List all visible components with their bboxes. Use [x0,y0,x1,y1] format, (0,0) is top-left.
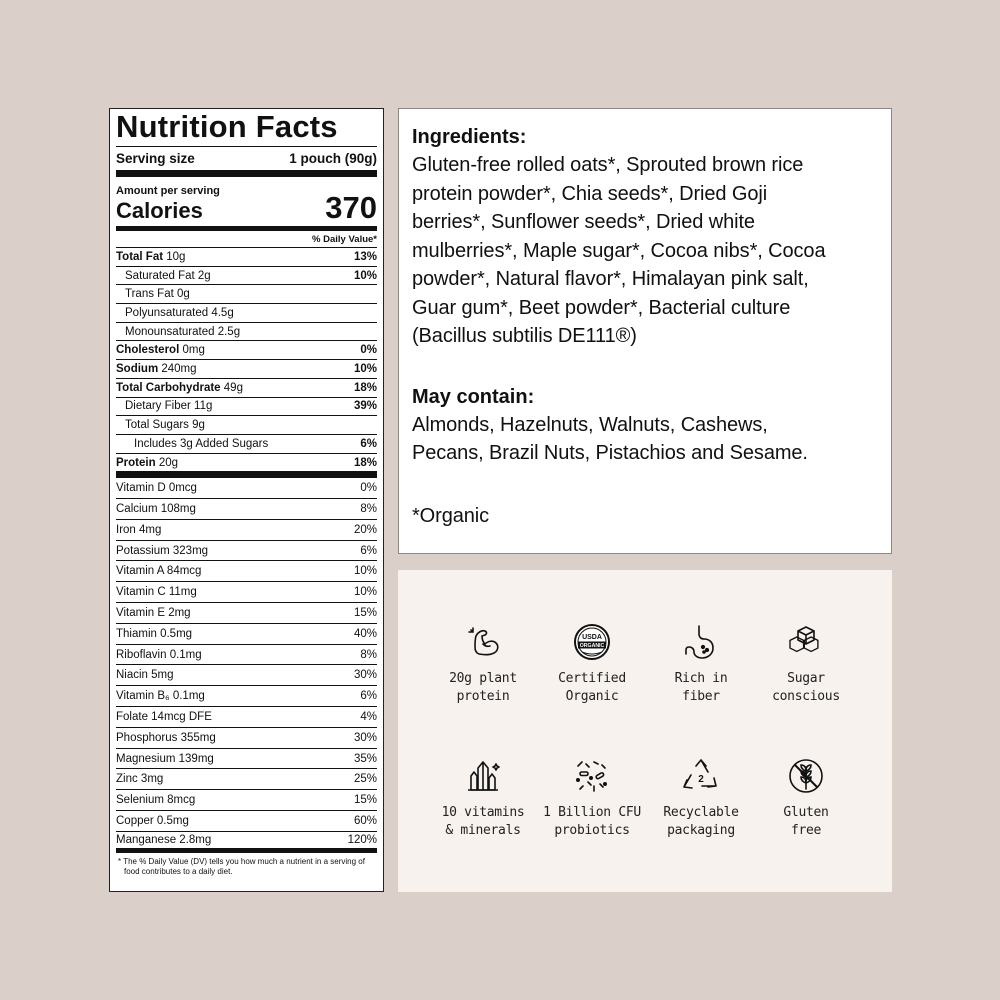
vitamin-label: Manganese 2.8mg [116,833,212,846]
muscle-icon [463,622,503,662]
organic-badge-text: ORGANIC [579,643,605,650]
gluten-free-icon [786,756,826,796]
nutrient-daily-value: 18% [353,456,377,469]
nutrient-amount: 49g [223,381,243,394]
crystals-icon [463,756,503,796]
vitamin-daily-value: 35% [353,752,377,765]
vitamin-label: Copper 0.5mg [116,814,189,827]
nutrient-label [116,288,190,300]
organic-note: *Organic [412,504,490,527]
nutrient-name: Total Carbohydrate [116,381,221,394]
nutrient-label [116,251,185,263]
ingredients-line: Guar gum*, Beet powder*, Bacterial culture [412,296,791,319]
feature-vitamins-minerals [423,756,543,840]
probiotics-icon [572,756,612,796]
nutrient-amount: 20g [158,456,179,469]
feature-label-line1: Sugar [787,671,825,686]
nutrient-label [116,382,243,394]
vitamin-row [116,665,377,686]
feature-rich-in-fiber [641,622,761,706]
nutrient-daily-value: 0% [360,344,377,357]
nutrient-daily-value: 39% [353,400,377,413]
ingredients-line: protein powder*, Chia seeds*, Dried Goji [412,182,768,205]
nutrient-label [116,326,240,338]
nutrient-row [116,435,377,454]
nutrient-row [116,454,377,473]
feature-label-line2: probiotics [554,823,630,838]
vitamin-row [116,624,377,645]
nutrient-row [116,379,377,398]
may-contain-line: Almonds, Hazelnuts, Walnuts, Cashews, [412,413,768,436]
nutrient-name: Saturated Fat [125,269,195,282]
nutrient-amount: 2g [197,269,211,282]
may-contain-text [412,411,879,468]
ingredients-line: (Bacillus subtilis DE111®) [412,325,637,347]
feature-label-line1: 20g plant [449,671,517,686]
vitamin-label: Magnesium 139mg [116,752,214,765]
vitamin-daily-value: 10% [353,565,377,578]
feature-label-line2: conscious [772,689,840,704]
vitamin-label: Vitamin C 11mg [116,586,197,599]
feature-certified-organic [532,622,652,706]
nutrient-name: Monounsaturated [125,325,215,338]
vitamin-label: Thiamin 0.5mg [116,627,193,640]
nutrition-title: Nutrition Facts [116,109,338,144]
vitamin-label: Zinc 3mg [116,773,164,786]
feature-recyclable [641,756,761,840]
nutrient-amount: 11g [194,400,213,413]
amount-per-serving: Amount per serving [116,185,220,197]
nutrient-name: Total Sugars [125,419,189,432]
vitamin-row [116,832,377,853]
vitamin-label: Riboflavin 0.1mg [116,648,202,661]
vitamin-row [116,499,377,520]
nutrient-daily-value: 10% [353,362,377,375]
feature-label-line2: Organic [565,689,619,704]
vitamin-daily-value: 6% [360,544,377,557]
nutrient-daily-value: 18% [353,381,377,394]
may-contain-heading: May contain: [412,385,535,408]
vitamin-daily-value: 15% [353,794,377,807]
nutrient-label [116,270,211,282]
vitamin-row [116,749,377,770]
vitamin-daily-value: 15% [353,606,377,619]
vitamin-label: Vitamin A 84mcg [116,565,202,578]
vitamin-label: Phosphorus 355mg [116,731,216,744]
nutrient-amount: 240mg [161,362,197,375]
nutrient-name: Trans Fat [125,288,174,301]
nutrient-row [116,248,377,267]
nutrient-row [116,304,377,323]
divider-thick [116,170,377,177]
ingredients-card [398,108,892,554]
nutrition-facts-label [109,108,384,892]
serving-size-label: Serving size [116,151,195,166]
ingredients-line: Gluten-free rolled oats*, Sprouted brown rice [412,154,804,176]
nutrient-name: Cholesterol [116,344,180,357]
vitamin-daily-value: 8% [360,502,377,515]
nutrient-amount: 9g [192,419,205,432]
vitamin-row [116,645,377,666]
vitamin-daily-value: 6% [360,690,377,703]
feature-label-line2: packaging [667,823,735,838]
vitamin-daily-value: 8% [360,648,377,661]
serving-size-value: 1 pouch (90g) [289,151,377,166]
vitamin-row [116,707,377,728]
vitamin-row [116,686,377,707]
vitamin-daily-value: 25% [353,773,377,786]
feature-label-line2: fiber [682,689,720,704]
vitamin-daily-value: 120% [347,833,377,846]
vitamin-row [116,790,377,811]
divider-thick-vitamins [116,471,377,478]
nutrient-row [116,416,377,435]
feature-label-line1: Certified [558,671,626,686]
feature-label-line1: Rich in [674,671,728,686]
nutrient-label [116,307,234,319]
vitamin-daily-value: 4% [360,710,377,723]
usda-badge-text: USDA [582,634,602,641]
vitamin-row [116,520,377,541]
nutrient-label [116,438,268,450]
recycle-icon [681,756,721,796]
feature-label-line1: 10 vitamins [441,805,525,820]
vitamin-daily-value: 60% [353,814,377,827]
feature-label-line2: protein [456,689,510,704]
nutrient-label [116,419,205,431]
feature-plant-protein [423,622,543,706]
daily-value-header: % Daily Value* [116,231,377,248]
vitamin-daily-value: 30% [353,731,377,744]
vitamin-label: Vitamin D 0mcg [116,482,197,495]
nutrient-name: Includes 3g Added Sugars [134,437,269,450]
nutrient-name: Protein [116,456,156,469]
ingredients-line: mulberries*, Maple sugar*, Cocoa nibs*, Cocoa [412,239,826,262]
nutrient-label [116,363,197,375]
nutrient-amount: 0mg [182,344,205,357]
serving-size-row [116,146,377,170]
recycle-number: 2 [698,774,704,785]
vitamin-label: Potassium 323mg [116,544,209,557]
feature-label-line1: 1 Billion CFU [543,805,641,820]
vitamin-daily-value: 10% [353,586,377,599]
nutrient-amount: 0g [176,288,190,301]
vitamin-label: Selenium 8mcg [116,794,196,807]
nutrient-rows [116,248,377,472]
features-card [398,570,892,892]
vitamin-row [116,478,377,499]
vitamin-row [116,582,377,603]
vitamin-label: Iron 4mg [116,523,162,536]
nutrient-row [116,323,377,342]
nutrient-label [116,344,205,356]
ingredients-text [412,151,879,351]
nutrient-name: Polyunsaturated [125,306,209,319]
nutrient-label [116,457,178,469]
sugar-cube-icon [786,622,826,662]
may-contain-line: Pecans, Brazil Nuts, Pistachios and Sesame. [412,442,808,464]
feature-label-line2: free [790,823,822,838]
feature-sugar-conscious [746,622,866,706]
vitamin-daily-value: 40% [353,627,377,640]
feature-label-line2: & minerals [445,823,521,838]
feature-gluten-free [746,756,866,840]
nutrient-daily-value: 6% [360,437,377,450]
ingredients-heading: Ingredients: [412,126,527,148]
vitamin-row [116,811,377,832]
ingredients-line: berries*, Sunflower seeds*, Dried white [412,211,755,233]
vitamin-row [116,561,377,582]
nutrient-amount: 4.5g [211,306,234,319]
daily-value-footnote: * The % Daily Value (DV) tells you how much a nutrient in a serving of food contributes to a daily diet. [118,856,365,876]
stomach-icon [681,622,721,662]
vitamin-daily-value: 30% [353,669,377,682]
ingredients-line: powder*, Natural flavor*, Himalayan pink salt, [412,268,809,290]
usda-organic-icon [572,622,612,662]
nutrient-amount: 10g [166,250,186,263]
nutrient-label [116,400,212,412]
nutrient-row [116,360,377,379]
vitamin-label: Folate 14mcg DFE [116,710,212,723]
vitamin-label: Vitamin B₆ 0.1mg [116,690,205,703]
vitamin-row [116,541,377,562]
nutrient-row [116,341,377,360]
vitamin-rows [116,478,377,852]
nutrient-name: Total Fat [116,250,164,263]
vitamin-label: Vitamin E 2mg [116,606,191,619]
calories-value: 370 [325,190,377,225]
vitamin-row [116,769,377,790]
nutrient-row [116,398,377,417]
calories-label: Calories [116,198,203,223]
nutrient-daily-value: 10% [353,269,377,282]
vitamin-label: Niacin 5mg [116,669,174,682]
feature-label-line1: Gluten [783,805,829,820]
feature-label-line1: Recyclable [663,805,739,820]
vitamin-row [116,728,377,749]
vitamin-daily-value: 0% [360,482,377,495]
vitamin-label: Calcium 108mg [116,502,196,515]
nutrient-name: Sodium [116,362,159,375]
vitamin-row [116,603,377,624]
vitamin-daily-value: 20% [353,523,377,536]
feature-probiotics [532,756,652,840]
nutrient-row [116,267,377,286]
nutrient-name: Dietary Fiber [125,400,191,413]
nutrient-amount: 2.5g [217,325,241,338]
nutrient-daily-value: 13% [353,250,377,263]
nutrient-row [116,285,377,304]
